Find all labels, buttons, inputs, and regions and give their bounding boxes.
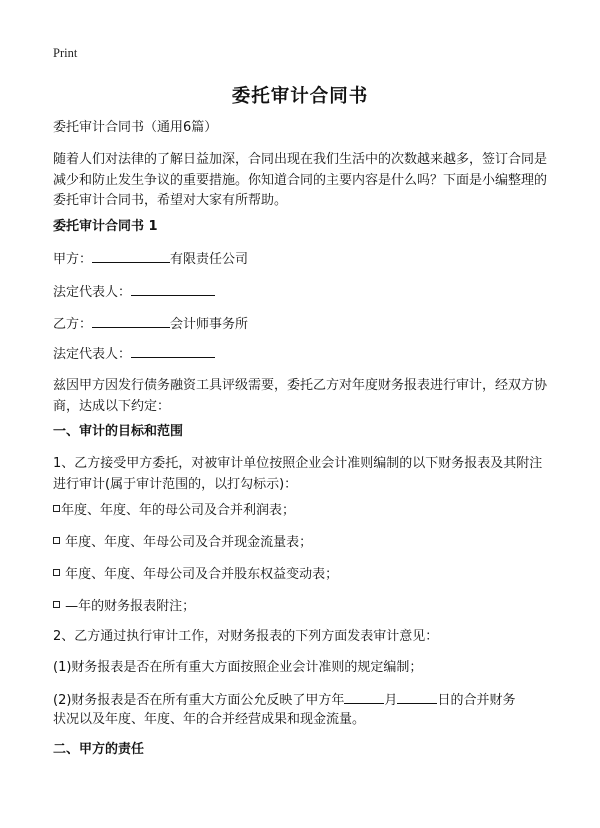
checkbox-square-icon [53, 537, 60, 544]
check-item-text: 年度、年度、年母公司及合并股东权益变动表； [61, 567, 339, 582]
check-item [53, 533, 312, 553]
legal-rep-blank-1 [131, 281, 215, 296]
opinion1-paragraph: (1)财务报表是否在所有重大方面按照企业会计准则的规定编制； [53, 660, 423, 675]
party-a-blank [92, 248, 170, 263]
clause2-paragraph: 2、乙方通过执行审计工作，对财务报表的下列方面发表审计意见： [53, 629, 439, 644]
checkbox-square-icon [53, 569, 60, 576]
legal-rep-blank-2 [131, 343, 215, 358]
section1-heading: 一、审计的目标和范围 [53, 424, 184, 439]
clause1-paragraph: 1、乙方接受甲方委托，对被审计单位按照企业会计准则编制的以下财务报表及其附注进行审计(属于审计范围的，以打勾标示)： [53, 456, 543, 492]
party-a-suffix: 有限责任公司 [170, 252, 249, 267]
checkbox-square-icon [53, 505, 60, 512]
party-a-line [53, 248, 248, 270]
document-title: 委托审计合同书 [231, 86, 369, 107]
check-item-text: 年度、年度、年的母公司及合并利润表； [61, 503, 296, 518]
opinion2-text-2: 月 [384, 693, 398, 708]
opinion2-text-1: (2)财务报表是否在所有重大方面公允反映了甲方年 [53, 693, 345, 708]
check-item-text: 年度、年度、年母公司及合并现金流量表； [61, 535, 313, 550]
party-b-suffix: 会计师事务所 [170, 317, 249, 332]
check-item-text: —年的财务报表附注； [61, 599, 196, 614]
print-link[interactable]: Print [53, 46, 78, 60]
section2-heading: 二、甲方的责任 [53, 742, 145, 757]
check-item [53, 597, 195, 617]
check-item [53, 501, 295, 521]
party-b-line [53, 313, 248, 335]
day-blank [397, 689, 437, 704]
legal-rep-label-1: 法定代表人： [53, 285, 132, 300]
legal-rep-line-2 [53, 343, 215, 365]
month-blank [344, 689, 384, 704]
legal-rep-label-2: 法定代表人： [53, 347, 132, 362]
party-a-label: 甲方： [53, 252, 93, 267]
opinion2-line2: 状况以及年度、年度、年的合并经营成果和现金流量。 [53, 712, 366, 727]
checkbox-square-icon [53, 601, 60, 608]
check-item [53, 565, 338, 585]
opinion2-text-3: 日的合并财务 [437, 693, 516, 708]
intro-paragraph: 随着人们对法律的了解日益加深，合同出现在我们生活中的次数越来越多，签订合同是减少和防止发生争议的重要措施。你知道合同的主要内容是什么吗？下面是小编整理的委托审计合同书，希望对大家有所帮助。 [53, 152, 548, 208]
party-b-label: 乙方： [53, 317, 93, 332]
legal-rep-line-1 [53, 281, 215, 303]
agreement-paragraph: 兹因甲方因发行债务融资工具评级需要，委托乙方对年度财务报表进行审计，经双方协商，达成以下约定： [53, 378, 548, 414]
party-b-blank [92, 313, 170, 328]
document-subtitle: 委托审计合同书（通用6篇） [53, 120, 218, 135]
opinion2-line1 [53, 689, 515, 711]
contract1-heading: 委托审计合同书 1 [53, 219, 158, 234]
